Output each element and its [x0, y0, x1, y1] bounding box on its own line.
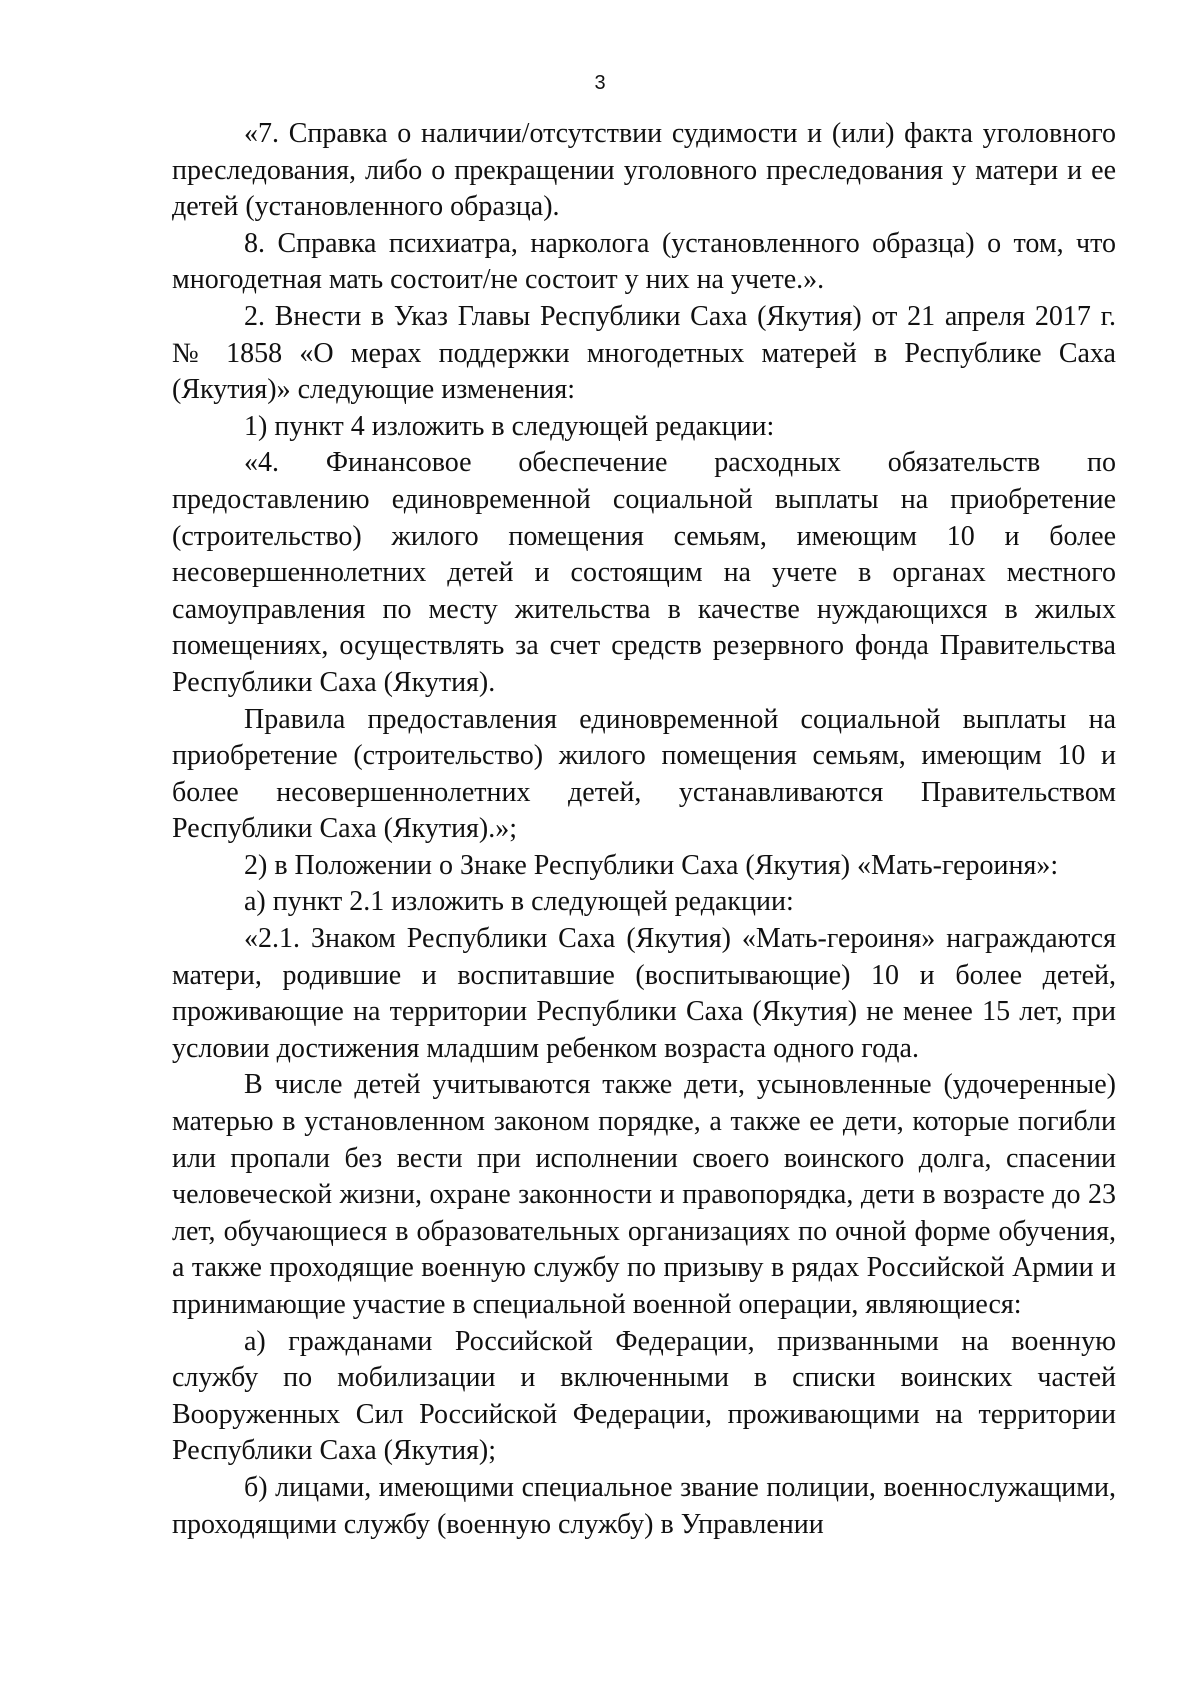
paragraph-subitem-a: а) пункт 2.1 изложить в следующей редакции: [244, 886, 794, 918]
document-body [172, 116, 1116, 1543]
paragraph-subitem-1: 1) пункт 4 изложить в следующей редакции: [244, 410, 775, 442]
paragraph-list-a: а) гражданами Российской Федерации, призванными на военную службу по мобилизации и включенными в списки воинских частей Вооруженных Сил Российской Федерации, проживающими на территории Республики Саха (Якутия); [172, 1325, 1116, 1467]
paragraph-section-2: 2. Внести в Указ Главы Республики Саха (Якутия) от 21 апреля 2017 г. № 1858 «О мерах поддержки многодетных матерей в Республике Саха (Якутия)» следующие изменения: [172, 300, 1116, 406]
paragraph-list-b: б) лицами, имеющими специальное звание полиции, военнослужащими, проходящими службу (военную службу) в Управлении [172, 1471, 1116, 1540]
paragraph-rules: Правила предоставления единовременной социальной выплаты на приобретение (строительство) жилого помещения семьям, имеющим 10 и более несовершеннолетних детей, устанавливаются Правительством Республики Саха (Якутия).»; [172, 703, 1116, 845]
page-number: 3 [594, 72, 606, 94]
paragraph-clause-2-1: «2.1. Знаком Республики Саха (Якутия) «Мать-героиня» награждаются матери, родившие и воспитавшие (воспитывающие) 10 и более детей, проживающие на территории Республики Саха (Якутия) не менее 15 лет, при условии достижения младшим ребенком возраста одного года. [172, 923, 1116, 1064]
paragraph-subitem-2: 2) в Положении о Знаке Республики Саха (Якутия) «Мать-героиня»: [244, 849, 1059, 881]
paragraph-item-7: «7. Справка о наличии/отсутствии судимости и (или) факта уголовного преследования, либо о прекращении уголовного преследования у матери и ее детей (установленного образца). [172, 118, 1116, 223]
paragraph-clause-4: «4. Финансовое обеспечение расходных обязательств по предоставлению единовременной социальной выплаты на приобретение (строительство) жилого помещения семьям, имеющим 10 и более несовершеннолетних детей и состоящим на учете в органах местного самоуправления по месту жительства в качестве нуждающихся в жилых помещениях, осуществлять за счет средств резервного фонда Правительства Республики Саха (Якутия). [172, 447, 1116, 698]
paragraph-children-count: В числе детей учитываются также дети, усыновленные (удочеренные) матерью в установленном законом порядке, а также ее дети, которые погибли или пропали без вести при исполнении своего воинского долга, спасении человеческой жизни, охране законности и правопорядка, дети в возрасте до 23 лет, обучающиеся в образовательных организациях по очной форме обучения, а также проходящие военную службу по призыву в рядах Российской Армии и принимающие участие в специальной военной операции, являющиеся: [172, 1069, 1116, 1320]
paragraph-item-8: 8. Справка психиатра, нарколога (установленного образца) о том, что многодетная мать состоит/не состоит у них на учете.». [172, 227, 1116, 296]
